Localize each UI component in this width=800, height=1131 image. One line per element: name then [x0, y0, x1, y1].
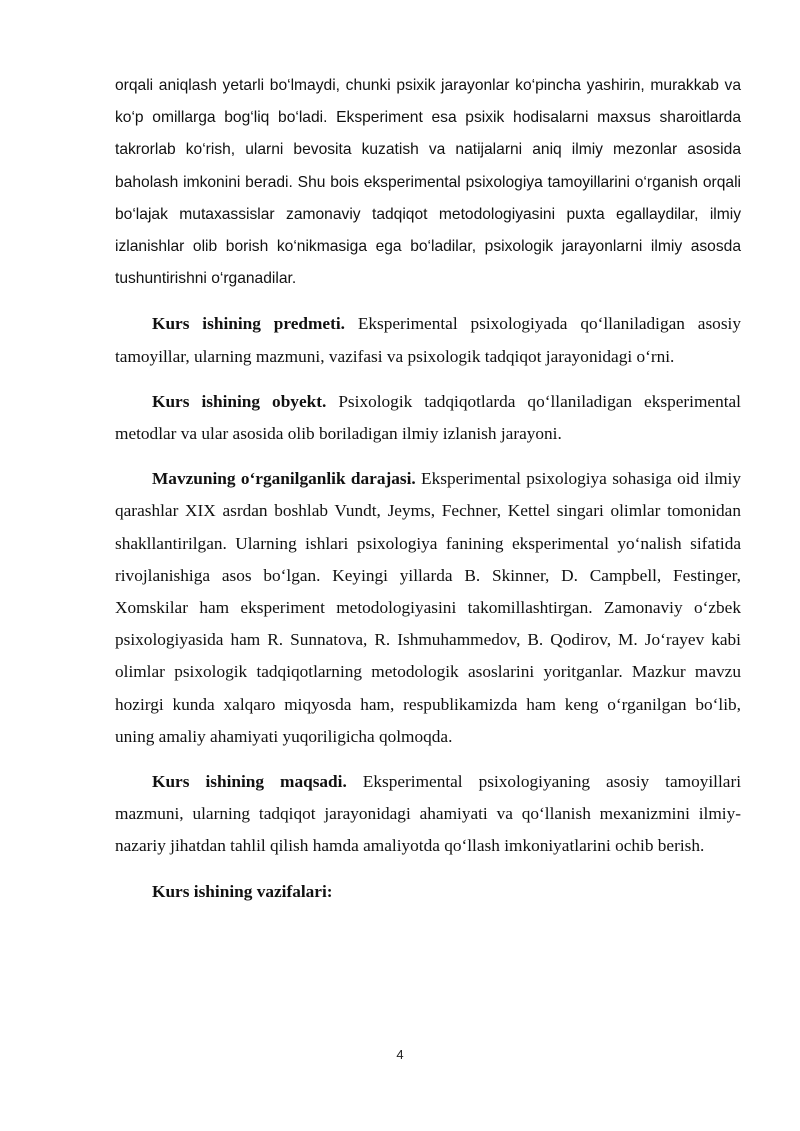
section-subject-label: Kurs ishining predmeti.	[152, 314, 345, 334]
section-object-text: Psixologik tadqiqotlarda qo‘llaniladigan eksperimental metodlar va ular asosida olib boriladigan ilmiy izlanish jarayoni.	[115, 391, 741, 444]
section-goal-label: Kurs ishining maqsadi.	[152, 772, 347, 792]
section-subject	[115, 308, 741, 372]
section-tasks-label: Kurs ishining vazifalari:	[152, 881, 333, 901]
section-goal-text: Eksperimental psixologiyaning asosiy tamoyillari mazmuni, ularning tadqiqot jarayonidagi ahamiyati va qo‘llanish mexanizmini ilmiy-nazariy jihatdan tahlil qilish hamda amaliyotda qo‘llash imkoniyatlarini ochib berish.	[115, 772, 741, 856]
section-study-level	[115, 463, 741, 753]
section-study-level-text: Eksperimental psixologiya sohasiga oid ilmiy qarashlar XIX asrdan boshlab Vundt, Jeyms, Fechner, Kettel singari olimlar tomonidan shakllantirilgan. Ularning ishlari psixologiya fanining eksperimental yo‘nalish sifatida rivojlanishiga asos bo‘lgan. Keyingi yillarda B. Skinner, D. Campbell, Festinger, Xomskilar ham eksperiment metodologiyasini takomillashtirgan. Zamonaviy o‘zbek psixologiyasida ham R. Sunnatova, R. Ishmuhammedov, B. Qodirov, M. Jo‘rayev kabi olimlar psixologik tadqiqotlarning metodologik asoslarini yoritganlar. Mazkur mavzu hozirgi kunda xalqaro miqyosda ham, respublikamizda ham keng o‘rganilgan bo‘lib, uning amaliy ahamiyati yuqoriligicha qolmoqda.	[115, 469, 741, 746]
page-content	[115, 70, 741, 908]
page-number: 4	[396, 1047, 404, 1062]
section-subject-text: Eksperimental psixologiyada qo‘llaniladigan asosiy tamoyillar, ularning mazmuni, vazifasi va psixologik tadqiqot jarayonidagi o‘rni.	[115, 314, 741, 366]
intro-paragraph: orqali aniqlash yetarli bo‘lmaydi, chunki psixik jarayonlar ko‘pincha yashirin, murakkab va ko‘p omillarga bog‘liq bo‘ladi. Eksperiment esa psixik hodisalarni maxsus sharoitlarda takrorlab ko‘rish, ularni bevosita kuzatish va natijalarni aniq ilmiy mezonlar asosida baholash imkonini beradi. Shu bois eksperimental psixologiya tamoyillarini o‘rganish orqali bo‘lajak mutaxassislar zamonaviy tadqiqot metodologiyasini puxta egallaydilar, ilmiy izlanishlar olib borish ko‘nikmasiga ega bo‘ladilar, psixologik jarayonlarni ilmiy asosda tushuntirishni o‘rganadilar.	[115, 77, 741, 288]
section-object-label: Kurs ishining obyekt.	[152, 391, 327, 411]
section-tasks	[115, 876, 741, 908]
section-study-level-label: Mavzuning o‘rganilganlik darajasi.	[152, 469, 416, 489]
section-object	[115, 386, 741, 450]
section-goal	[115, 766, 741, 863]
